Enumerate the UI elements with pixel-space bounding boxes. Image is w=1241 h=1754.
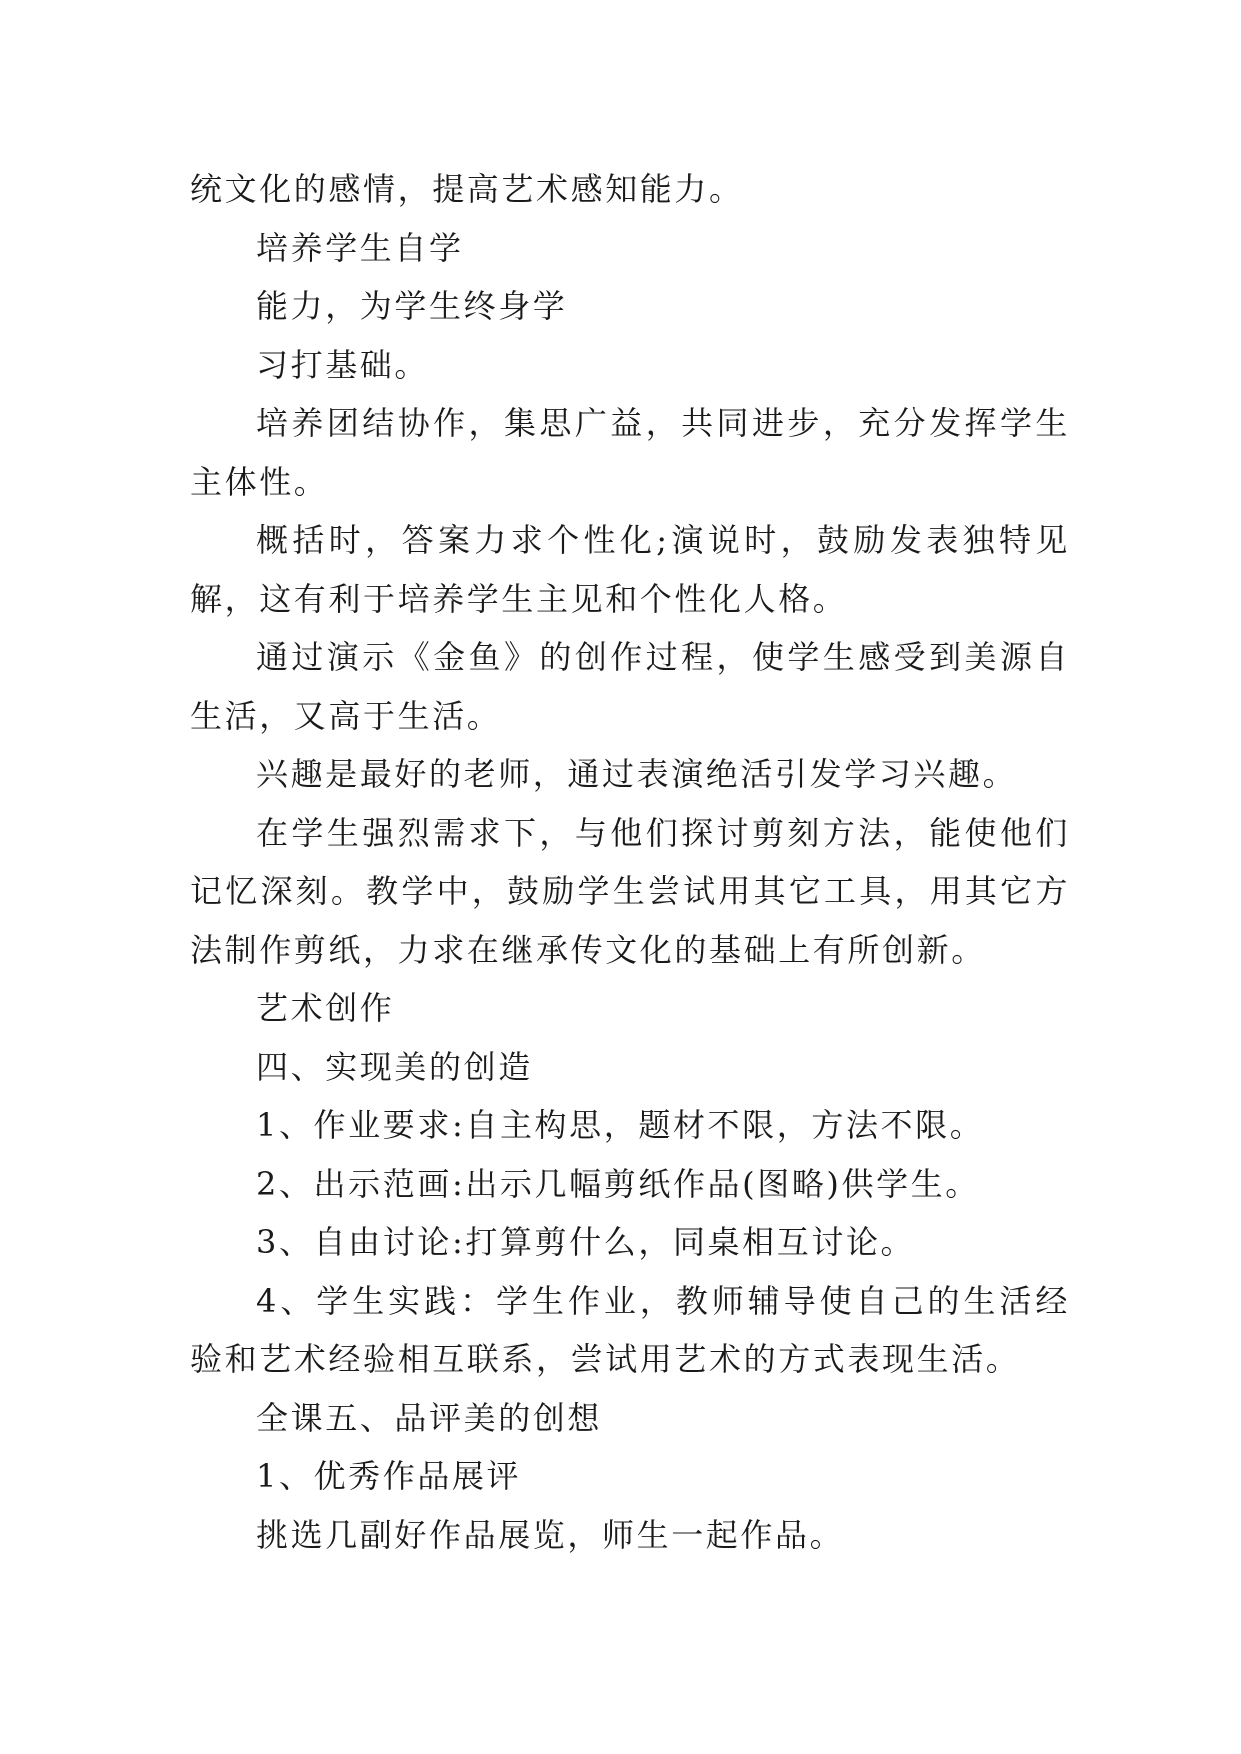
document-body [190, 160, 1070, 1564]
paragraph: 通过演示《金鱼》的创作过程，使学生感受到美源自生活，又高于生活。 [190, 638, 1070, 735]
section-heading: 全课五、品评美的创想 [256, 1398, 603, 1437]
paragraph: 统文化的感情，提高艺术感知能力。 [190, 170, 744, 208]
section-heading: 艺术创作 [256, 989, 395, 1027]
list-item: 3、自由讨论:打算剪什么，同桌相互讨论。 [256, 1223, 916, 1261]
paragraph: 能力，为学生终身学 [256, 287, 568, 325]
paragraph: 在学生强烈需求下，与他们探讨剪刻方法，能使他们记忆深刻。教学中，鼓励学生尝试用其它工具，用其它方法制作剪纸，力求在继承传文化的基础上有所创新。 [190, 813, 1070, 969]
paragraph: 概括时，答案力求个性化;演说时，鼓励发表独特见解，这有利于培养学生主见和个性化人格。 [190, 521, 1070, 618]
list-item: 2、出示范画:出示几幅剪纸作品(图略)供学生。 [256, 1164, 980, 1203]
paragraph: 习打基础。 [256, 345, 430, 384]
list-item: 1、优秀作品展评 [256, 1457, 522, 1495]
section-heading: 四、实现美的创造 [256, 1047, 533, 1086]
paragraph: 挑选几副好作品展览，师生一起作品。 [256, 1515, 845, 1554]
list-item: 1、作业要求:自主构思，题材不限，方法不限。 [256, 1106, 985, 1144]
list-item: 4、学生实践：学生作业，教师辅导使自己的生活经验和艺术经验相互联系，尝试用艺术的方式表现生活。 [190, 1281, 1070, 1378]
paragraph: 培养团结协作，集思广益，共同进步，充分发挥学生主体性。 [190, 404, 1070, 501]
paragraph: 培养学生自学 [256, 228, 464, 267]
paragraph: 兴趣是最好的老师，通过表演绝活引发学习兴趣。 [256, 755, 1018, 793]
